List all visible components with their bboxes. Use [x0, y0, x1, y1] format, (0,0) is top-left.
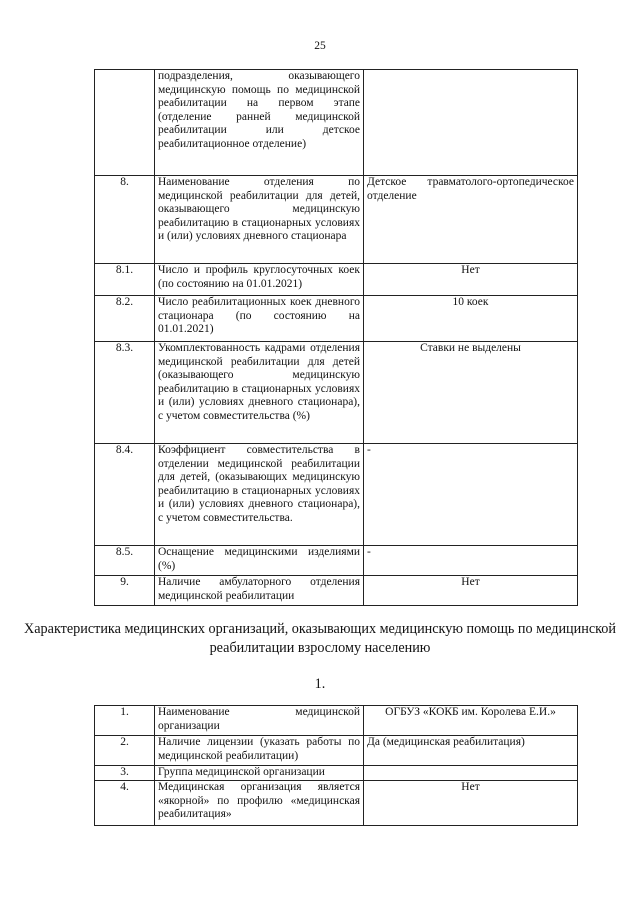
- table-row: [95, 176, 578, 264]
- table-row: [95, 296, 578, 342]
- table-row: [95, 576, 578, 606]
- row-label: Группа медицинской организации: [155, 766, 364, 781]
- row-label: Оснащение медицинскими изделиями (%): [155, 546, 364, 576]
- row-value: Нет: [364, 264, 578, 296]
- row-label: Наименование отделения по медицинской реабилитации для детей, оказывающего медицинскую реабилитацию в стационарных условиях и (или) условиях дневного стационара: [155, 176, 364, 264]
- row-number: 9.: [95, 576, 155, 606]
- row-number: 8.: [95, 176, 155, 264]
- row-value: Да (медицинская реабилитация): [364, 736, 578, 766]
- row-label: Число и профиль круглосуточных коек (по состоянию на 01.01.2021): [155, 264, 364, 296]
- page-number: 25: [314, 40, 326, 52]
- row-number: 4.: [95, 781, 155, 826]
- table-row: [95, 546, 578, 576]
- adult-rehab-organizations-table: [94, 705, 578, 826]
- row-number: [95, 70, 155, 176]
- table-row: [95, 781, 578, 826]
- row-value: Ставки не выделены: [364, 342, 578, 444]
- row-number: 8.5.: [95, 546, 155, 576]
- row-number: 8.1.: [95, 264, 155, 296]
- table-row: [95, 736, 578, 766]
- row-label: Наличие лицензии (указать работы по медицинской реабилитации): [155, 736, 364, 766]
- table-row: [95, 264, 578, 296]
- row-value: Нет: [364, 576, 578, 606]
- section-heading: Характеристика медицинских организаций, оказывающих медицинскую помощь по медицинской реабилитации взрослому населению: [24, 621, 616, 656]
- row-number: 2.: [95, 736, 155, 766]
- row-number: 3.: [95, 766, 155, 781]
- row-value: Нет: [364, 781, 578, 826]
- row-label: Коэффициент совместительства в отделении медицинской реабилитации для детей, (оказывающих медицинскую реабилитацию в стационарных условиях и (или) условиях дневного стационара), с учетом совместительства.: [155, 444, 364, 546]
- row-value: -: [364, 444, 578, 546]
- table-row: [95, 342, 578, 444]
- row-label: Укомплектованность кадрами отделения медицинской реабилитации для детей (оказывающего медицинскую реабилитацию в стационарных условиях и (или) условиях дневного стационара), с учетом совместительства (%): [155, 342, 364, 444]
- row-value: [364, 70, 578, 176]
- row-value: 10 коек: [364, 296, 578, 342]
- table-row: [95, 70, 578, 176]
- row-value: [364, 766, 578, 781]
- row-number: 8.2.: [95, 296, 155, 342]
- row-label: Число реабилитационных коек дневного стационара (по состоянию на 01.01.2021): [155, 296, 364, 342]
- table-row: [95, 766, 578, 781]
- row-value: Детское травматолого-ортопедическое отделение: [364, 176, 578, 264]
- section-number: 1.: [314, 676, 326, 692]
- row-label: Наличие амбулаторного отделения медицинской реабилитации: [155, 576, 364, 606]
- row-label: Медицинская организация является «якорной» по профилю «медицинская реабилитация»: [155, 781, 364, 826]
- row-value: ОГБУЗ «КОКБ им. Королева Е.И.»: [364, 706, 578, 736]
- rehab-children-table: [94, 69, 578, 606]
- row-label: Наименование медицинской организации: [155, 706, 364, 736]
- row-number: 1.: [95, 706, 155, 736]
- table-row: [95, 444, 578, 546]
- row-label: подразделения, оказывающего медицинскую помощь по медицинской реабилитации на первом этапе (отделение ранней медицинской реабилитации или детское реабилитационное отделение): [155, 70, 364, 176]
- row-number: 8.3.: [95, 342, 155, 444]
- table-row: [95, 706, 578, 736]
- row-value: -: [364, 546, 578, 576]
- row-number: 8.4.: [95, 444, 155, 546]
